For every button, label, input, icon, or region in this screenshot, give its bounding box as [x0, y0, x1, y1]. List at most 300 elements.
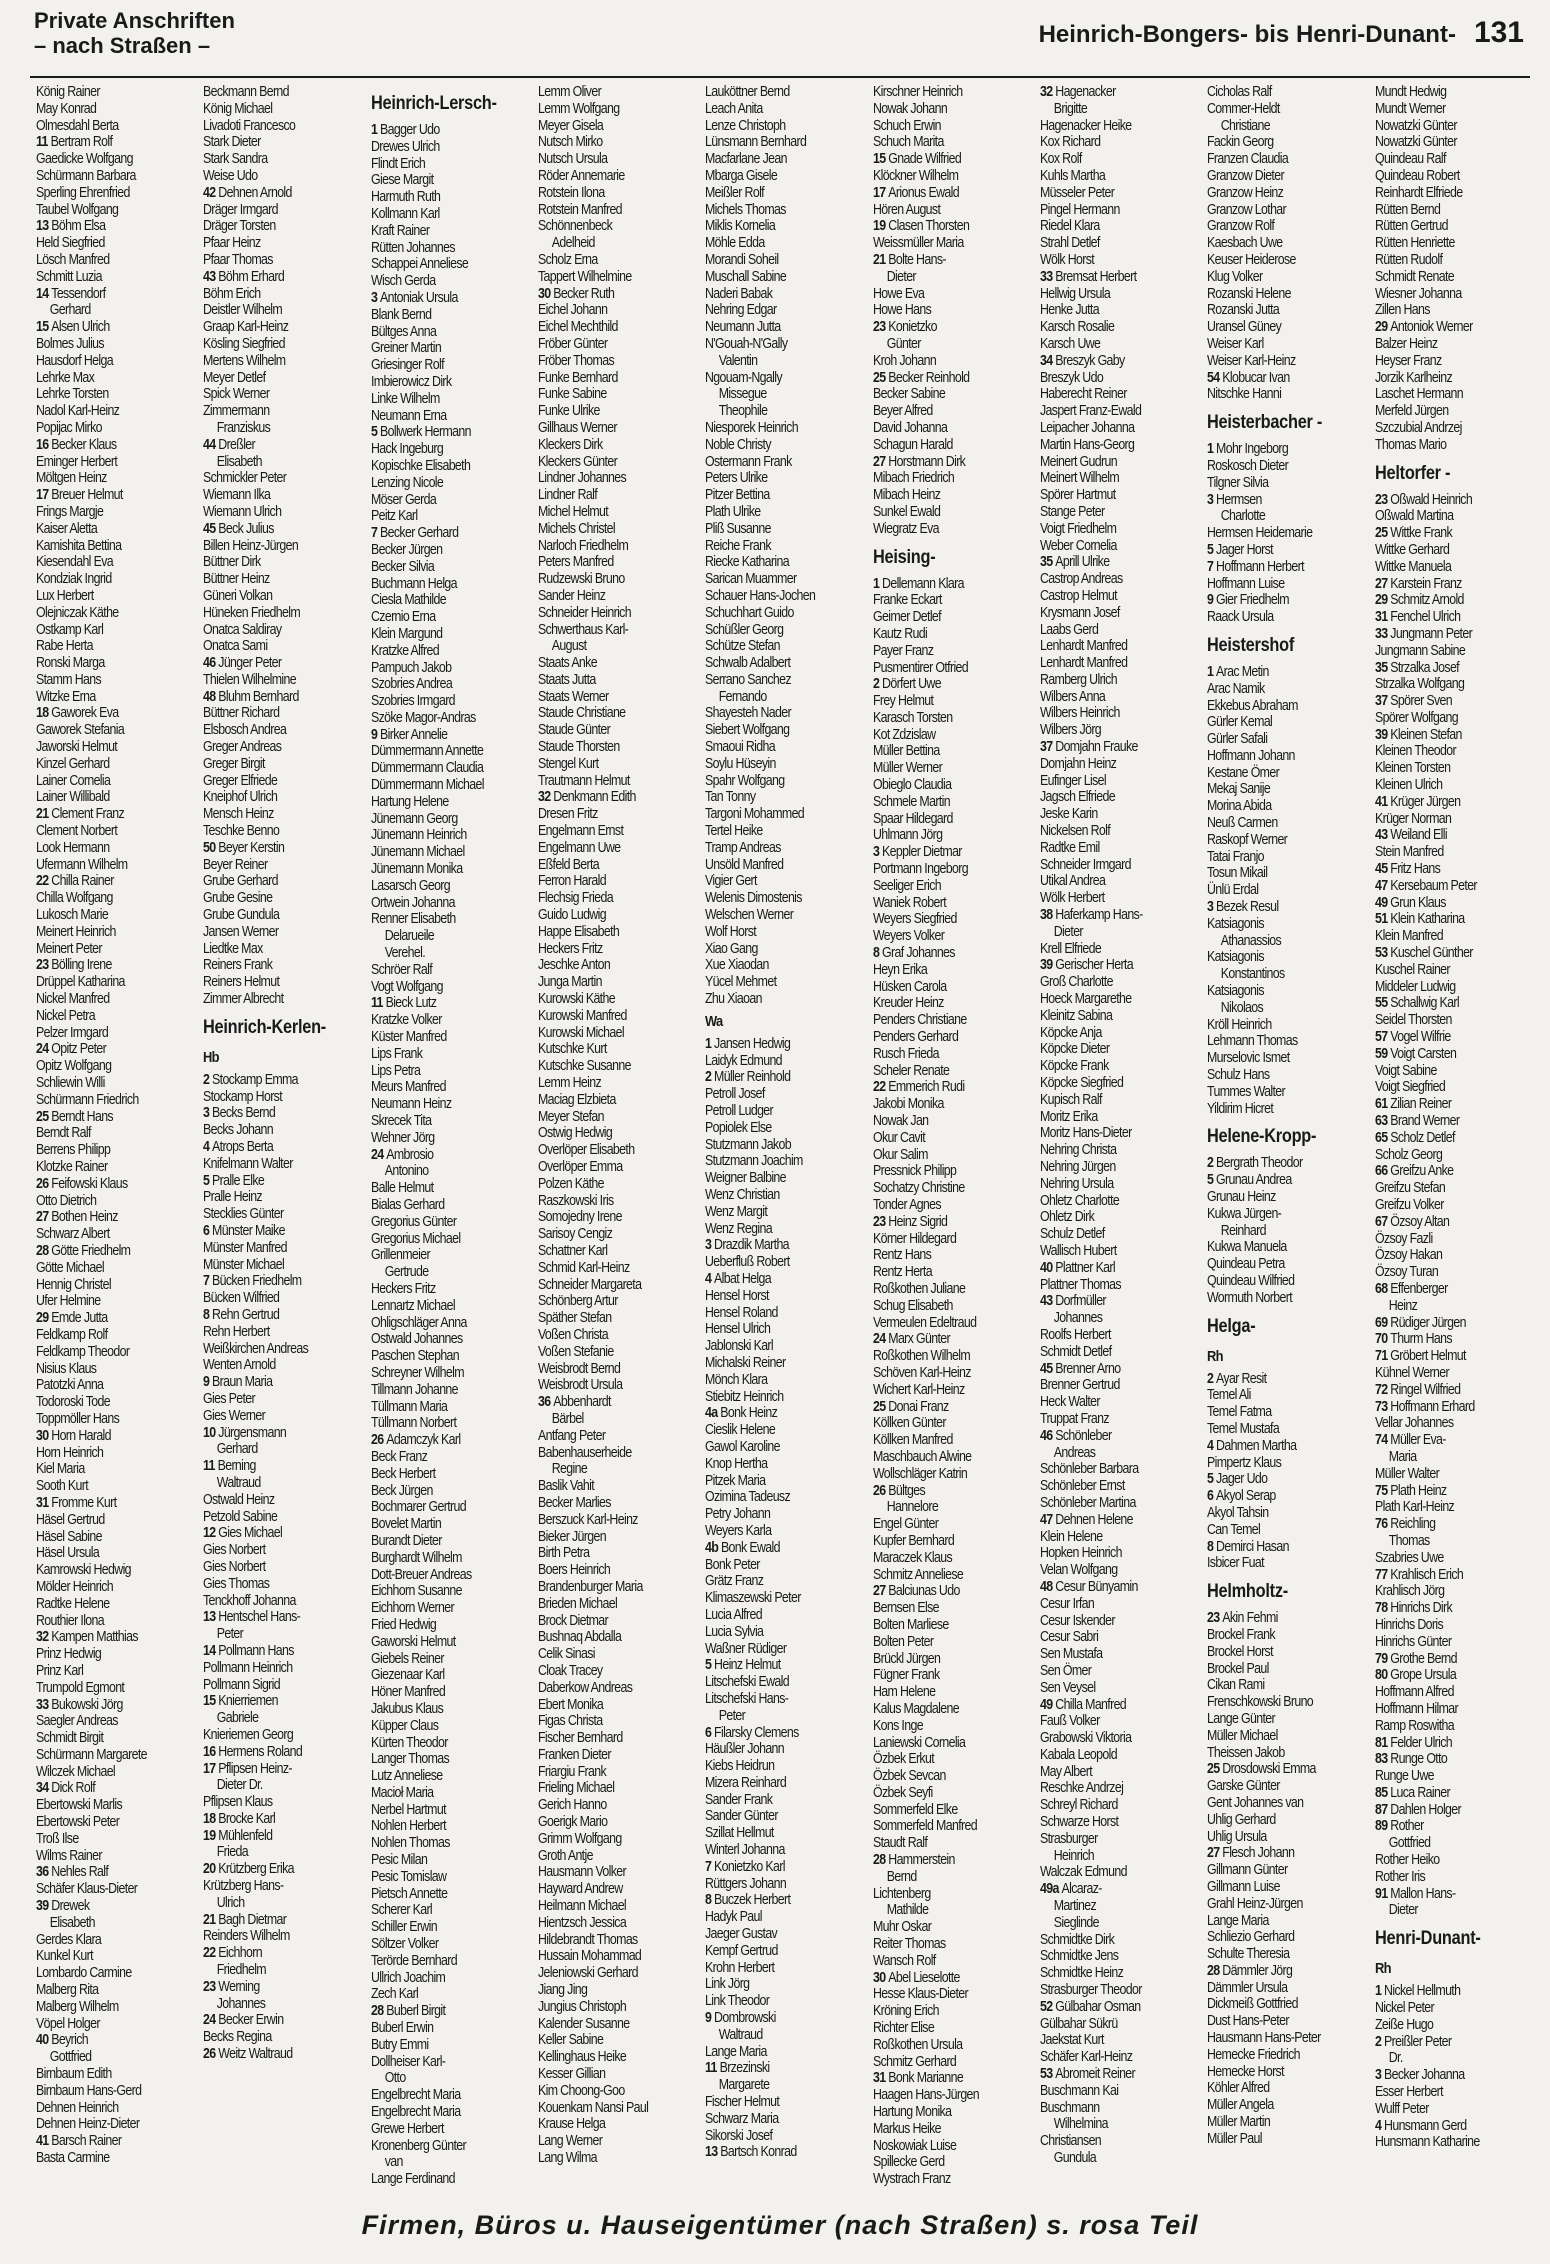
resident-entry: Nutsch Ursula [537, 151, 608, 168]
resident-entry: Köpcke Frank [1039, 1058, 1109, 1075]
entry-continuation: Margarete [719, 2077, 770, 2094]
resident-entry: 1 Jansen Hedwig [705, 1035, 791, 1052]
resident-entry: Özsoy Turan [1374, 1264, 1438, 1281]
resident-entry: 40 Plattner Karl [1039, 1259, 1115, 1276]
resident-entry: Kukwa Manuela [1207, 1239, 1288, 1256]
resident-entry: Rotstein Ilona [537, 184, 605, 201]
resident-entry: Soylu Hüseyin [705, 755, 777, 772]
resident-entry: Prinz Karl [36, 1662, 84, 1679]
resident-entry: 27 Karstein Franz [1374, 575, 1462, 592]
resident-entry: Özsoy Hakan [1374, 1247, 1442, 1264]
resident-entry: Rozanski Helene [1207, 285, 1292, 302]
resident-entry: Moritz Hans-Dieter [1039, 1125, 1132, 1142]
resident-entry: Thielen Wilhelmine [203, 671, 297, 688]
resident-entry: 76 Reichling [1374, 1516, 1436, 1533]
resident-entry: Schönnenbeck [537, 218, 613, 235]
resident-entry: Vogt Wolfgang [370, 978, 443, 995]
resident-entry: Buchmann Helga [370, 575, 457, 592]
house-number: 83 [1374, 1751, 1390, 1768]
resident-entry: Billen Heinz-Jürgen [203, 537, 299, 554]
resident-entry: 26 Bültges [872, 1482, 925, 1499]
resident-entry: 16 Becker Klaus [36, 436, 117, 453]
resident-entry: Oßwald Martina [1374, 508, 1453, 525]
resident-entry: 80 Grope Ursula [1374, 1667, 1456, 1684]
resident-entry: 87 Dahlen Holger [1374, 1801, 1461, 1818]
resident-entry: 51 Klein Katharina [1374, 911, 1465, 928]
resident-entry: Wenz Margit [705, 1203, 768, 1220]
resident-entry: Pietsch Annette [370, 1885, 447, 1902]
entry-continuation: August [551, 638, 587, 655]
resident-entry: Schmele Martin [872, 793, 950, 810]
resident-entry: Shayesteh Nader [705, 705, 792, 722]
house-number: 74 [1374, 1432, 1390, 1449]
resident-entry: Liedtke Max [203, 940, 263, 957]
entry-continuation: Elisabeth [49, 1914, 95, 1931]
resident-entry: 7 Becker Gerhard [370, 525, 459, 542]
resident-entry: 33 Bukowski Jörg [36, 1696, 123, 1713]
resident-entry: Becker Sabine [872, 386, 945, 403]
resident-entry: Hermsen Heidemarie [1207, 525, 1313, 542]
resident-entry: Granzow Lothar [1207, 201, 1287, 218]
street-heading: Helga- [1207, 1315, 1256, 1337]
resident-entry: 4b Bonk Ewald [705, 1539, 781, 1556]
resident-entry: Klein Margund [370, 625, 443, 642]
resident-entry: Pfaar Heinz [203, 235, 261, 252]
resident-entry: Engelmann Uwe [537, 839, 621, 856]
house-number: 1 [1207, 663, 1217, 680]
resident-entry: Ebert Monika [537, 1696, 604, 1713]
resident-entry: Hinrichs Günter [1374, 1633, 1451, 1650]
resident-entry: Hagenacker Heike [1039, 117, 1132, 134]
resident-entry: Gerdes Klara [36, 1931, 102, 1948]
resident-entry: Quindeau Ralf [1374, 151, 1446, 168]
house-number: 79 [1374, 1650, 1390, 1667]
resident-entry: Krahlisch Jörg [1374, 1583, 1445, 1600]
resident-entry: Mizera Reinhard [705, 1774, 787, 1791]
resident-entry: Goerigk Mario [537, 1814, 608, 1831]
resident-entry: Fröber Thomas [537, 352, 614, 369]
resident-entry: 43 Böhm Erhard [203, 268, 285, 285]
resident-entry: Müller Bettina [872, 743, 940, 760]
house-number: 39 [1039, 957, 1056, 974]
resident-entry: 5 Grunau Andrea [1207, 1172, 1292, 1189]
house-number: 63 [1374, 1113, 1390, 1130]
resident-entry: Brandenburger Maria [537, 1578, 643, 1595]
resident-entry: 48 Cesur Bünyamin [1039, 1578, 1138, 1595]
house-number: 7 [705, 1858, 715, 1875]
entry-continuation: Hannelore [886, 1499, 938, 1516]
resident-entry: Fröber Günter [537, 335, 608, 352]
resident-entry: Strasburger Theodor [1039, 1982, 1142, 1999]
resident-entry: Laabs Gerd [1039, 621, 1099, 638]
resident-entry: Jungmann Sabine [1374, 642, 1465, 659]
resident-entry: Stockamp Horst [203, 1088, 283, 1105]
resident-entry: Röder Annemarie [537, 167, 625, 184]
resident-entry: Güneri Volkan [203, 587, 273, 604]
house-number: 46 [1039, 1427, 1056, 1444]
entry-continuation: Gottfried [1388, 1835, 1431, 1852]
resident-entry: Köhler Alfred [1207, 2080, 1270, 2097]
entry-continuation: Gundula [1053, 2150, 1097, 2167]
entry-continuation: Gabriele [217, 1710, 259, 1727]
house-number: 14 [203, 1642, 219, 1659]
house-number: 42 [203, 184, 219, 201]
resident-entry: Domjahn Heinz [1039, 755, 1117, 772]
house-number: 3 [705, 1237, 715, 1254]
resident-entry: Temel Ali [1207, 1387, 1252, 1404]
house-number: 28 [36, 1242, 52, 1259]
house-number: 26 [36, 1175, 52, 1192]
resident-entry: Krell Elfriede [1039, 940, 1102, 957]
resident-entry: Christiansen [1039, 2133, 1102, 2150]
resident-entry: Buschmann Kai [1039, 2082, 1119, 2099]
resident-entry: Nisius Klaus [36, 1360, 97, 1377]
resident-entry: Weiser Karl [1207, 335, 1264, 352]
resident-entry: Lichtenberg [872, 1885, 931, 1902]
entry-continuation: Dieter [1388, 1902, 1418, 1919]
resident-entry: Velan Wolfgang [1039, 1562, 1118, 1579]
resident-entry: Nitschke Hanni [1207, 386, 1282, 403]
resident-entry: Schwalb Adalbert [705, 655, 791, 672]
resident-entry: Engelbrecht Maria [370, 2104, 461, 2121]
resident-entry: Ferron Harald [537, 873, 606, 890]
resident-entry: Winterl Johanna [705, 1842, 786, 1859]
resident-entry: Henke Jutta [1039, 302, 1099, 319]
resident-entry: Büttner Richard [203, 705, 280, 722]
resident-entry: Weißkirchen Andreas [203, 1340, 309, 1357]
resident-entry: Hunsmann Katharine [1374, 2134, 1480, 2151]
resident-entry: Pliß Susanne [705, 520, 772, 537]
house-number: 28 [1207, 1962, 1223, 1979]
resident-entry: Frings Margje [36, 503, 104, 520]
house-number: 45 [1039, 1360, 1056, 1377]
resident-entry: Nehring Jürgen [1039, 1159, 1116, 1175]
resident-entry: Mölder Heinrich [36, 1578, 113, 1595]
resident-entry: Weyers Karla [705, 1522, 772, 1539]
resident-entry: Grahl Heinz-Jürgen [1207, 1895, 1304, 1912]
resident-entry: Heilmann Michael [537, 1898, 627, 1915]
resident-entry: Plattner Thomas [1039, 1276, 1121, 1293]
resident-entry: Skrecek Tita [370, 1113, 432, 1130]
resident-entry: Hausmann Volker [537, 1864, 626, 1881]
resident-entry: 54 Klobucar Ivan [1207, 369, 1290, 386]
resident-entry: Kox Richard [1039, 134, 1101, 151]
resident-entry: Flechsig Frieda [537, 890, 613, 907]
resident-entry: Kleinen Ulrich [1374, 777, 1442, 794]
house-number: 80 [1374, 1667, 1390, 1684]
resident-entry: 69 Rüdiger Jürgen [1374, 1314, 1466, 1331]
house-number: 32 [537, 789, 554, 806]
house-number: 26 [872, 1482, 888, 1499]
resident-entry: Grube Gesine [203, 890, 273, 907]
resident-entry: Jiang Jing [537, 1982, 588, 1999]
house-number: 73 [1374, 1398, 1390, 1415]
resident-entry: Kupisch Ralf [1039, 1091, 1102, 1108]
resident-entry: Szczubial Andrzej [1374, 419, 1462, 436]
resident-entry: 3 Hermsen [1207, 491, 1263, 508]
resident-entry: 4 Hunsmann Gerd [1374, 2117, 1467, 2134]
street-heading: Heisterbacher - [1207, 412, 1323, 434]
house-number: 29 [1374, 319, 1390, 336]
house-number: 8 [203, 1306, 213, 1323]
house-number: 49 [1039, 1696, 1056, 1713]
resident-entry: Spick Werner [203, 386, 270, 403]
resident-entry: Neumann Jutta [705, 319, 781, 336]
resident-entry: Schauer Hans-Jochen [705, 587, 816, 604]
resident-entry: Greiner Martin [370, 340, 441, 357]
resident-entry: Muschall Sabine [705, 268, 787, 285]
resident-entry: 23 Akin Fehmi [1207, 1610, 1279, 1627]
resident-entry: Sikorski Josef [705, 2127, 773, 2144]
resident-entry: Kinzel Gerhard [36, 755, 110, 772]
house-number: 34 [36, 1780, 52, 1797]
resident-entry: 32 Kampen Matthias [36, 1629, 138, 1646]
resident-entry: Raszkowski Iris [537, 1192, 614, 1209]
resident-entry: 11 Berning [203, 1458, 257, 1475]
resident-entry: Mbarga Gisele [705, 167, 778, 184]
resident-entry: Beck Herbert [370, 1465, 436, 1482]
resident-entry: Katsiagonis [1207, 983, 1265, 1000]
resident-entry: Müller Paul [1207, 2130, 1263, 2147]
resident-entry: Stark Sandra [203, 151, 268, 168]
resident-entry: Krause Helga [537, 2116, 606, 2133]
resident-entry: 30 Abel Lieselotte [872, 1969, 960, 1986]
resident-entry: Lenzing Nicole [370, 474, 443, 491]
resident-entry: 7 Bücken Friedhelm [203, 1273, 302, 1290]
resident-entry: Kamrowski Hedwig [36, 1562, 131, 1579]
resident-entry: Wiemann Ilka [203, 487, 271, 504]
entry-continuation: Dieter Dr. [217, 1777, 263, 1794]
resident-entry: König Rainer [36, 84, 100, 100]
resident-entry: 39 Gerischer Herta [1039, 957, 1133, 974]
resident-entry: 46 Schönleber [1039, 1427, 1112, 1444]
resident-entry: Fischer Bernhard [537, 1730, 623, 1747]
resident-entry: Hoeck Margarethe [1039, 991, 1132, 1008]
resident-entry: Morandi Soheil [705, 251, 779, 268]
resident-entry: Blank Bernd [370, 306, 431, 323]
resident-entry: 1 Bagger Udo [370, 122, 440, 138]
resident-entry: Rother Iris [1374, 1868, 1425, 1885]
entry-continuation: Sieglinde [1053, 1914, 1099, 1931]
house-number: 4 [203, 1139, 213, 1156]
resident-entry: Engelmann Ernst [537, 823, 624, 840]
resident-entry: Sen Ömer [1039, 1662, 1092, 1679]
resident-entry: 12 Gies Michael [203, 1525, 283, 1542]
resident-entry: Staats Anke [537, 655, 597, 672]
resident-entry: 27 Flesch Johann [1207, 1845, 1295, 1862]
resident-entry: 17 Breuer Helmut [36, 487, 123, 504]
house-number: 26 [370, 1432, 386, 1449]
entry-continuation: Thomas [1388, 1532, 1430, 1549]
resident-entry: 28 Dämmler Jörg [1207, 1962, 1293, 1979]
house-number: 2 [705, 1069, 715, 1086]
house-number: 12 [203, 1525, 219, 1542]
resident-entry: Kneiphof Ulrich [203, 789, 278, 806]
resident-entry: Lemm Heinz [537, 1075, 602, 1092]
resident-entry: Neumann Erna [370, 407, 447, 424]
resident-entry: Rütten Henriette [1374, 235, 1455, 252]
resident-entry: Höner Manfred [370, 1684, 445, 1701]
resident-entry: 6 Filarsky Clemens [705, 1724, 799, 1741]
resident-entry: Rentz Herta [872, 1264, 932, 1281]
resident-entry: 8 Rehn Gertrud [203, 1306, 280, 1323]
resident-entry: Schmitz Gerhard [872, 2053, 956, 2070]
resident-entry: 1 Dellemann Klara [872, 575, 964, 592]
resident-entry: 9 Braun Maria [203, 1374, 273, 1391]
house-number: 31 [36, 1494, 52, 1511]
resident-entry: Nickelsen Rolf [1039, 823, 1111, 840]
resident-entry: Staude Günter [537, 722, 611, 739]
resident-entry: Gaedicke Wolfgang [36, 151, 133, 168]
entry-continuation: Andreas [1053, 1444, 1096, 1461]
resident-entry: Stange Peter [1039, 503, 1105, 520]
resident-entry: Jakobi Monika [872, 1096, 944, 1113]
resident-entry: Wittke Gerhard [1374, 541, 1449, 558]
entry-continuation: Gerhard [49, 302, 91, 319]
entry-continuation: Waltraud [217, 1474, 262, 1491]
resident-entry: Karsch Rosalie [1039, 319, 1115, 336]
resident-entry: Berrens Philipp [36, 1142, 111, 1159]
resident-entry: Kleckers Dirk [537, 436, 603, 453]
resident-entry: Klein Helene [1039, 1528, 1103, 1545]
resident-entry: Tillmann Johanne [370, 1381, 458, 1398]
house-number: 2 [1207, 1155, 1217, 1172]
resident-entry: 1 Arac Metin [1207, 663, 1270, 680]
resident-entry: Pollmann Heinrich [203, 1659, 293, 1676]
house-number: 53 [1374, 945, 1390, 962]
resident-entry: Neuß Carmen [1207, 815, 1278, 832]
resident-entry: 48 Bluhm Bernhard [203, 688, 300, 705]
resident-entry: Balle Helmut [370, 1180, 434, 1197]
resident-entry: 40 Beyrich [36, 2032, 89, 2049]
house-number: 8 [1207, 1538, 1217, 1555]
resident-entry: Wilczek Michael [36, 1763, 116, 1780]
resident-entry: 18 Brocke Karl [203, 1810, 276, 1827]
resident-entry: 9 Dombrowski [705, 2010, 777, 2027]
house-number: 34 [1039, 352, 1056, 369]
resident-entry: Bushnaq Abdalla [537, 1629, 622, 1646]
resident-entry: Jorzik Karlheinz [1374, 369, 1452, 386]
resident-entry: Groth Antje [537, 1847, 593, 1864]
resident-entry: Link Theodor [705, 1993, 770, 2010]
resident-entry: Scholz Erna [537, 251, 598, 268]
resident-entry: Hennig Christel [36, 1276, 111, 1293]
resident-entry: Meurs Manfred [370, 1079, 446, 1096]
resident-entry: Häsel Sabine [36, 1528, 102, 1545]
resident-entry: Hüsken Carola [872, 978, 947, 995]
entry-continuation: Martinez [1053, 1898, 1097, 1915]
resident-entry: Kürten Theodor [370, 1734, 448, 1751]
resident-entry: Lange Maria [705, 2043, 768, 2060]
resident-entry: Kempf Gertrud [705, 1942, 779, 1959]
resident-entry: Lainer Cornelia [36, 772, 111, 789]
resident-entry: Hemecke Horst [1207, 2063, 1285, 2080]
resident-entry: Cesur Iskender [1039, 1612, 1115, 1629]
resident-entry: Heyn Erika [872, 961, 927, 978]
street-heading: Heinrich-Kerlen- [203, 1016, 327, 1038]
house-number: 9 [1207, 592, 1217, 609]
house-number: 8 [872, 945, 882, 962]
entry-continuation: Peter [217, 1626, 244, 1643]
resident-entry: 27 Balciunas Udo [872, 1583, 960, 1600]
resident-entry: Schneider Heinrich [537, 604, 631, 621]
resident-entry: 25 Wittke Frank [1374, 525, 1452, 542]
resident-entry: Müller Werner [872, 760, 942, 777]
house-number: 11 [705, 2060, 720, 2077]
resident-entry: Waßner Rüdiger [705, 1640, 787, 1657]
resident-entry: Wenz Christian [705, 1187, 780, 1203]
resident-entry: Hildebrandt Thomas [537, 1931, 638, 1948]
resident-entry: Spahr Wolfgang [705, 772, 785, 789]
resident-entry: Michel Helmut [537, 503, 609, 520]
resident-entry: Kim Choong-Goo [537, 2082, 625, 2099]
resident-entry: Bolten Marliese [872, 1616, 949, 1633]
resident-entry: Schröer Ralf [370, 961, 432, 978]
resident-entry: Pingel Hermann [1039, 201, 1120, 218]
entry-continuation: Heinrich [1053, 1847, 1094, 1864]
resident-entry: Neumann Heinz [370, 1096, 452, 1113]
resident-entry: 2 Preißler Peter [1374, 2033, 1452, 2050]
resident-entry: 3 Becks Bernd [203, 1105, 276, 1122]
section-label-line2: – nach Straßen – [34, 33, 211, 58]
entry-continuation: Friedhelm [217, 1962, 267, 1979]
house-number: 43 [203, 268, 219, 285]
resident-entry: Howe Eva [872, 285, 924, 302]
resident-entry: Dräger Torsten [203, 218, 276, 235]
district-code: Rh [1374, 1960, 1391, 1978]
resident-entry: 26 Weitz Waltraud [203, 2046, 293, 2063]
resident-entry: 73 Hoffmann Erhard [1374, 1398, 1475, 1415]
resident-entry: 6 Akyol Serap [1207, 1488, 1277, 1505]
resident-entry: Spörer Wolfgang [1374, 709, 1458, 726]
entry-continuation: Franziskus [217, 419, 271, 436]
house-number: 9 [705, 2010, 715, 2027]
resident-entry: Maciag Elzbieta [537, 1091, 616, 1108]
house-number: 87 [1374, 1801, 1390, 1818]
resident-entry: Toppmöller Hans [36, 1410, 120, 1427]
resident-entry: Hack Ingeburg [370, 441, 443, 458]
house-number: 77 [1374, 1566, 1390, 1583]
resident-entry: 25 Becker Reinhold [872, 369, 970, 386]
entry-continuation: Theophile [719, 403, 768, 420]
entry-continuation: Reinhard [1221, 1222, 1267, 1239]
resident-entry: 68 Effenberger [1374, 1280, 1448, 1297]
house-number: 24 [36, 1041, 52, 1058]
resident-entry: Gawol Karoline [705, 1438, 781, 1455]
resident-entry: 67 Özsoy Altan [1374, 1213, 1449, 1230]
resident-entry: Jünemann Georg [370, 810, 458, 827]
resident-entry: Lucia Sylvia [705, 1623, 764, 1640]
entry-continuation: Delarueile [384, 928, 434, 945]
resident-entry: Zimmermann [203, 403, 270, 420]
resident-entry: Rotstein Manfred [537, 201, 622, 218]
resident-entry: Laschet Hermann [1374, 386, 1463, 403]
house-number: 1 [705, 1035, 715, 1052]
resident-entry: 13 Böhm Elsa [36, 218, 106, 235]
resident-entry: 34 Breszyk Gaby [1039, 352, 1125, 369]
resident-entry: May Konrad [36, 100, 97, 117]
resident-entry: Ufermann Wilhelm [36, 856, 128, 873]
resident-entry: 31 Fenchel Ulrich [1374, 609, 1461, 626]
resident-entry: Yücel Mehmet [705, 974, 777, 991]
resident-entry: Granzow Heinz [1207, 184, 1284, 201]
resident-entry: Hartung Monika [872, 2104, 951, 2121]
resident-entry: Saegler Andreas [36, 1713, 118, 1730]
resident-entry: Teschke Benno [203, 823, 280, 840]
resident-entry: Babenhauserheide [537, 1444, 632, 1461]
resident-entry: Noble Christy [705, 436, 772, 453]
resident-entry: Stengel Kurt [537, 755, 599, 772]
